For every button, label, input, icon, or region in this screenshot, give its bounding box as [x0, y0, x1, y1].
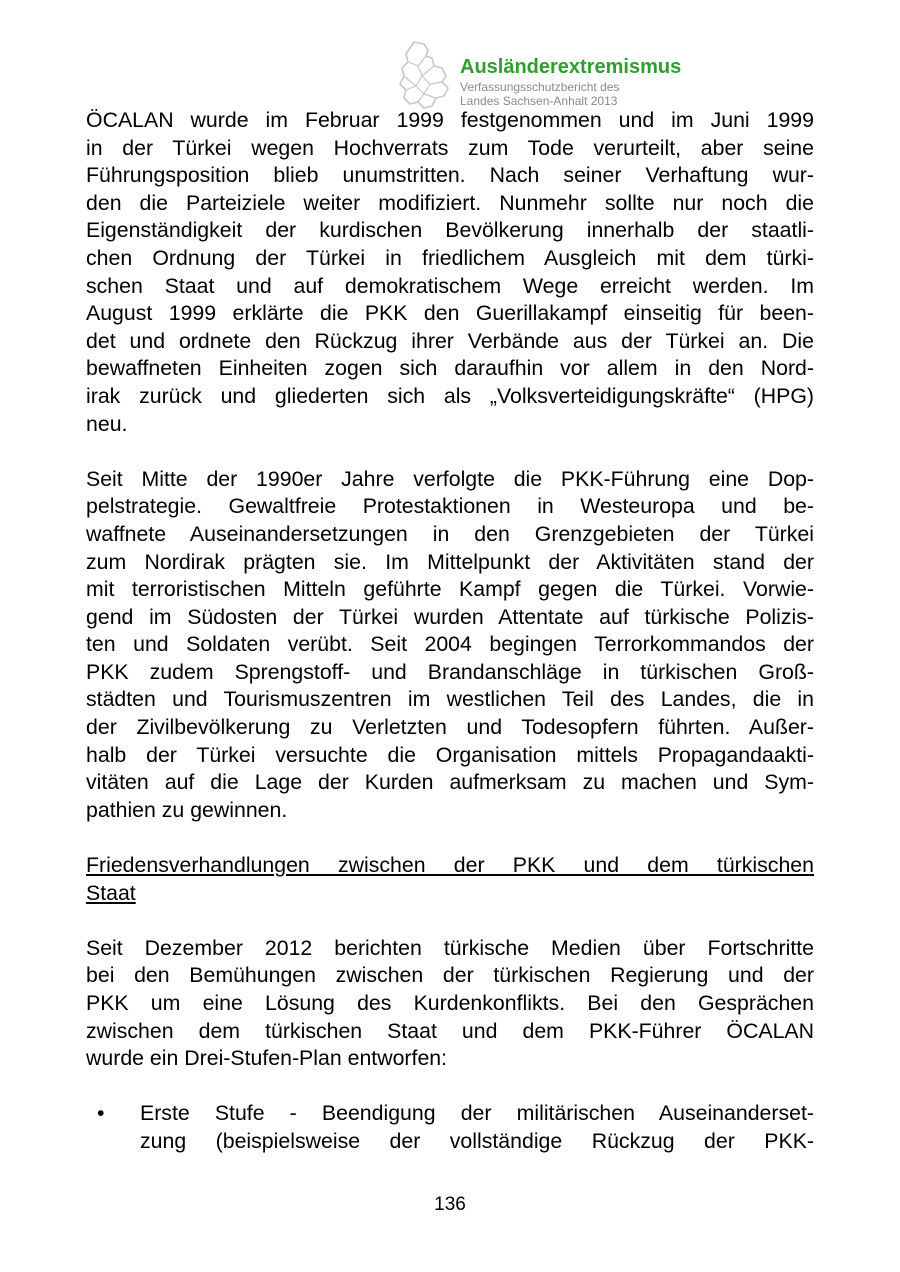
- text-line: Erste Stufe - Beendigung der militärischen Auseinanderset-: [140, 1101, 814, 1126]
- text-line: zung (beispielsweise der vollständige Rückzug der PKK-: [140, 1128, 814, 1153]
- text-line: det und ordnete den Rückzug ihrer Verbände aus der Türkei an. Die: [86, 328, 814, 353]
- page-header: [396, 40, 816, 112]
- text-line: halb der Türkei versuchte die Organisation mittels Propagandaakti-: [86, 742, 814, 767]
- text-line: gend im Südosten der Türkei wurden Attentate auf türkische Polizis-: [86, 604, 814, 629]
- paragraph-3: [86, 935, 814, 1073]
- text-line: pelstrategie. Gewaltfreie Protestaktionen in Westeuropa und be-: [86, 494, 814, 519]
- text-line: PKK zudem Sprengstoff- und Brandanschläge in türkischen Groß-: [86, 659, 814, 684]
- text-line: neu.: [86, 411, 128, 436]
- text-line: zum Nordirak prägten sie. Im Mittelpunkt der Aktivitäten stand der: [86, 549, 814, 574]
- page-number: 136: [434, 1194, 466, 1215]
- bullet-icon: •: [97, 1101, 105, 1126]
- text-line: irak zurück und gliederten sich als „Volksverteidigungskräfte“ (HPG): [86, 383, 814, 408]
- section-heading: [86, 852, 814, 907]
- text-line: Eigenständigkeit der kurdischen Bevölkerung innerhalb der staatli-: [86, 218, 814, 243]
- text-line: schen Staat und auf demokratischem Wege erreicht werden. Im: [86, 273, 814, 298]
- paragraph-1: [86, 107, 814, 438]
- text-line: Seit Dezember 2012 berichten türkische Medien über Fortschritte: [86, 935, 814, 960]
- text-line: ÖCALAN wurde im Februar 1999 festgenommen und im Juni 1999: [86, 108, 814, 132]
- text-line: chen Ordnung der Türkei in friedlichem Ausgleich mit dem türki-: [86, 245, 814, 270]
- header-title: Ausländerextremismus: [460, 56, 682, 78]
- heading-line: Staat: [86, 880, 136, 905]
- text-line: August 1999 erklärte die PKK den Guerillakampf einseitig für been-: [86, 301, 814, 326]
- text-line: in der Türkei wegen Hochverrats zum Tode verurteilt, aber seine: [86, 135, 814, 160]
- paragraph-2: [86, 466, 814, 825]
- text-line: wurde ein Drei-Stufen-Plan entworfen:: [86, 1046, 448, 1071]
- text-line: zwischen dem türkischen Staat und dem PKK-Führer ÖCALAN: [86, 1018, 814, 1043]
- text-line: waffnete Auseinandersetzungen in den Grenzgebieten der Türkei: [86, 521, 814, 546]
- saxony-anhalt-map-icon: [396, 40, 458, 110]
- text-line: vitäten auf die Lage der Kurden aufmerksam zu machen und Sym-: [86, 770, 814, 795]
- bullet-list-item: [86, 1100, 814, 1155]
- header-subtitle: Verfassungsschutzbericht des: [460, 80, 620, 94]
- text-line: der Zivilbevölkerung zu Verletzten und Todesopfern führten. Außer-: [86, 715, 814, 740]
- text-line: bei den Bemühungen zwischen der türkischen Regierung und der: [86, 963, 814, 988]
- text-line: den die Parteiziele weiter modifiziert. Nunmehr sollte nur noch die: [86, 190, 814, 215]
- text-line: bewaffneten Einheiten zogen sich daraufhin vor allem in den Nord-: [86, 356, 814, 381]
- text-line: ten und Soldaten verübt. Seit 2004 begingen Terrorkommandos der: [86, 632, 814, 657]
- document-body: [86, 107, 814, 1156]
- text-line: mit terroristischen Mitteln geführte Kampf gegen die Türkei. Vorwie-: [86, 577, 814, 602]
- text-line: pathien zu gewinnen.: [86, 797, 288, 822]
- header-subtitle: Landes Sachsen-Anhalt 2013: [460, 94, 618, 108]
- heading-line: Friedensverhandlungen zwischen der PKK und dem türkischen: [86, 853, 814, 878]
- text-line: städten und Tourismuszentren im westlichen Teil des Landes, die in: [86, 687, 814, 712]
- text-line: Führungsposition blieb unumstritten. Nach seiner Verhaftung wur-: [86, 163, 814, 188]
- text-line: PKK um eine Lösung des Kurdenkonflikts. Bei den Gesprächen: [86, 991, 814, 1015]
- text-line: Seit Mitte der 1990er Jahre verfolgte die PKK-Führung eine Dop-: [86, 466, 814, 491]
